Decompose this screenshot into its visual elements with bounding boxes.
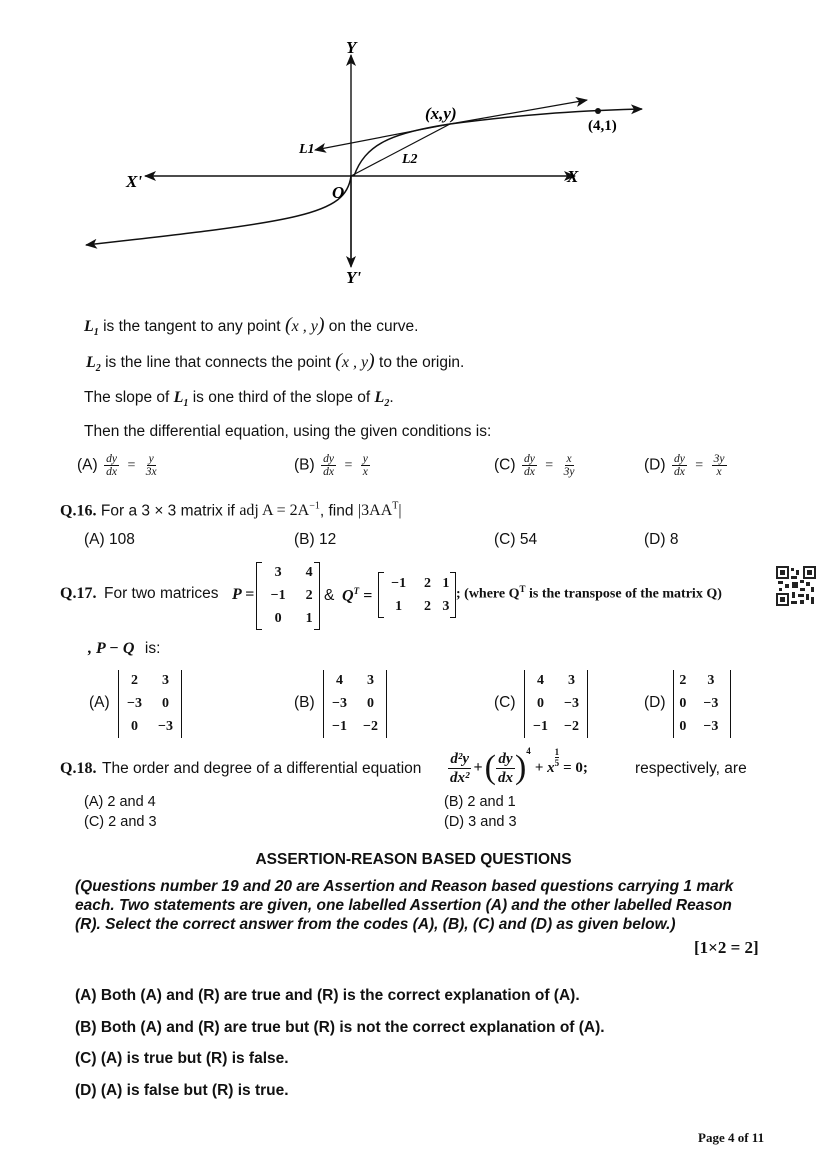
q17-note: ; (where $Q^T$ is the transpose of the matrix Q) [456,584,722,602]
assertion-code-a: (A) Both (A) and (R) are true and (R) is the correct explanation of (A). [75,987,580,1004]
label-point-xy: (x,y) [425,104,457,123]
q17-option-b-label[interactable]: (B) [294,694,315,711]
tangent-l1-left [315,124,450,150]
q17-amp: & [324,587,335,604]
q15-line1: $L_1$ is the tangent to any point (x , y) on the curve. [84,314,419,339]
q17-option-c-label[interactable]: (C) [494,694,516,711]
q17-number: Q.17. [60,585,97,602]
q16-option-d[interactable]: (D) 8 [644,531,679,548]
label-y: Y [346,38,357,57]
q15-option-b[interactable]: (B) $\frac{dy}{dx}$ = $\frac{y}{x}$ [294,453,368,478]
label-origin: O [332,183,345,202]
q15-option-c[interactable]: (C) $\frac{dy}{dx}$ = $\frac{x}{3y}$ [494,453,575,478]
assertion-instructions-3: (R). Select the correct answer from the codes (A), (B), (C) and (D) as given below.) [75,916,676,933]
curve-graph [70,35,670,295]
q15-option-d[interactable]: (D) $\frac{dy}{dx}$ = $\frac{3y}{x}$ [644,453,725,478]
q17-text: For two matrices [104,585,219,602]
q18-number: Q.18. [60,760,97,777]
label-l2: L2 [402,152,418,167]
q17-option-c-matrix[interactable]: 4 3 0 −3 −1 −2 [524,670,588,738]
point-41-dot [595,108,601,114]
assertion-instructions-1: (Questions number 19 and 20 are Assertion and Reason based questions carrying 1 mark [75,878,734,895]
q15-option-a[interactable]: (A) $\frac{dy}{dx}$ = $\frac{y}{3x}$ [77,453,157,478]
assertion-marks: [1×2 = 2] [694,938,759,957]
q18-option-c[interactable]: (C) 2 and 3 [84,814,157,830]
q15-line3: The slope of $L_1$ is one third of the slope of $L_2$. [84,389,394,410]
label-y-neg: Y' [346,268,362,287]
q18-option-b[interactable]: (B) 2 and 1 [444,794,516,810]
q18-equation: d²y dx² + ( dy dx ) 4 + x $\frac{1}{5}$ = 0; [450,746,588,786]
q17-qt-label: $Q^T$ = [342,586,373,605]
qr-code [776,566,816,606]
assertion-code-b: (B) Both (A) and (R) are true but (R) is not the correct explanation of (A). [75,1019,605,1036]
line-l2 [351,124,450,176]
q16-option-c[interactable]: (C) 54 [494,531,538,548]
q17-option-b-matrix[interactable]: 4 3 −3 0 −1 −2 [323,670,387,738]
q17-line2: , P − Q is: [88,640,161,657]
label-x-neg: X' [126,172,143,191]
q17-p-label: P = [232,586,255,603]
matrix-p: 3 4 −1 2 0 1 [256,562,320,630]
q16-question: Q.16. For a 3 × 3 matrix if adj $A = 2A^{-1}$, find $|3AA^T|$ [60,501,402,520]
q15-line2: $L_2$ is the line that connects the point (x , y) to the origin. [86,350,465,375]
q16-option-b[interactable]: (B) 12 [294,531,337,548]
q18-option-a[interactable]: (A) 2 and 4 [84,794,156,810]
assertion-heading: ASSERTION-REASON BASED QUESTIONS [255,851,572,868]
q15-line4: Then the differential equation, using the given conditions is: [84,423,492,440]
matrix-qt: −1 2 1 1 2 3 [378,572,456,618]
q16-number: Q.16. [60,502,97,520]
q17-option-a-matrix[interactable]: 2 3 −3 0 0 −3 [118,670,182,738]
q18-text: The order and degree of a differential equation [102,760,422,777]
q18-option-d[interactable]: (D) 3 and 3 [444,814,517,830]
assertion-code-c: (C) (A) is true but (R) is false. [75,1050,289,1067]
label-x: X [567,167,579,186]
q17-option-d-matrix[interactable]: 2 3 0 −3 0 −3 [673,670,731,738]
q18-text-post: respectively, are [635,760,747,777]
assertion-instructions-2: each. Two statements are given, one labelled Assertion (A) and the other labelled Reason [75,897,732,914]
label-point-41: (4,1) [588,118,617,134]
q16-option-a[interactable]: (A) 108 [84,531,135,548]
assertion-code-d: (D) (A) is false but (R) is true. [75,1082,289,1099]
q17-option-a-label[interactable]: (A) [89,694,110,711]
q17-option-d-label[interactable]: (D) [644,694,666,711]
page-number: Page 4 of 11 [698,1130,765,1145]
label-l1: L1 [299,142,315,157]
